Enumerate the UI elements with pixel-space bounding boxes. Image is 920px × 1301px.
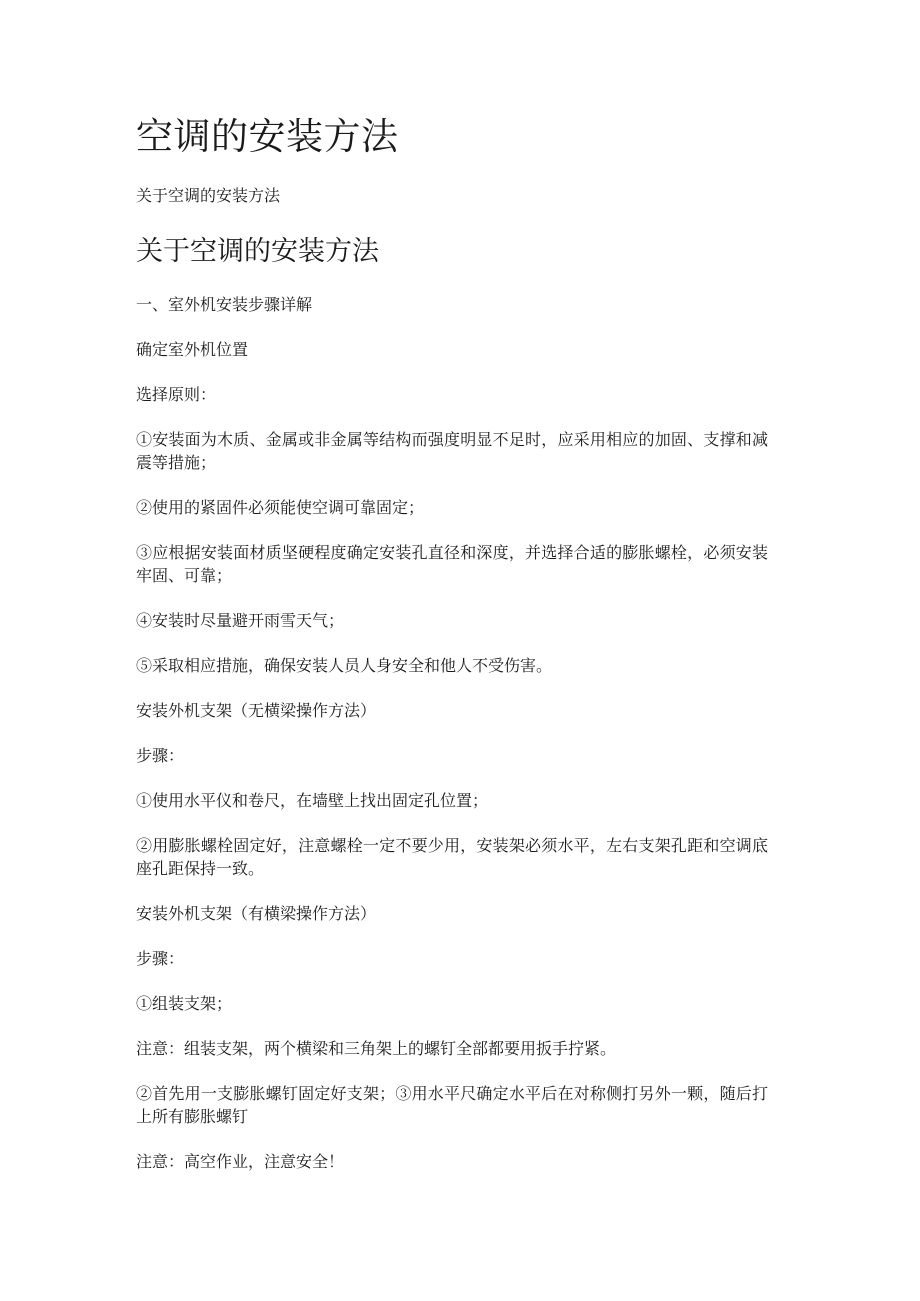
paragraph: 安装外机支架（有横梁操作方法） [136, 904, 377, 923]
section-heading: 关于空调的安装方法 [136, 236, 379, 267]
paragraph: ②用膨胀螺栓固定好，注意螺栓一定不要少用，安装架必须水平，左右支架孔距和空调底座孔距保持一致。 [136, 836, 768, 878]
paragraph: ①使用水平仪和卷尺，在墙壁上找出固定孔位置； [136, 791, 489, 810]
paragraph: 注意：高空作业，注意安全！ [136, 1152, 345, 1171]
paragraph: 确定室外机位置 [136, 340, 249, 359]
paragraph: ①组装支架； [136, 994, 233, 1013]
paragraph: 安装外机支架（无横梁操作方法） [136, 701, 377, 720]
paragraph: ②首先用一支膨胀螺钉固定好支架；③用水平尺确定水平后在对称侧打另外一颗，随后打上所有膨胀螺钉 [136, 1084, 768, 1126]
paragraph: 一、室外机安装步骤详解 [136, 295, 313, 314]
document-subtitle: 关于空调的安装方法 [136, 186, 281, 205]
document-title: 空调的安装方法 [136, 115, 399, 158]
paragraph: 步骤： [136, 746, 185, 765]
paragraph: 注意：组装支架，两个横梁和三角架上的螺钉全部都要用扳手拧紧。 [136, 1039, 617, 1058]
paragraph: ⑤采取相应措施，确保安装人员人身安全和他人不受伤害。 [136, 656, 553, 675]
document-page [136, 112, 768, 1195]
paragraph: 步骤： [136, 949, 185, 968]
paragraph: ①安装面为木质、金属或非金属等结构而强度明显不足时，应采用相应的加固、支撑和减震等措施； [136, 430, 768, 472]
paragraph: 选择原则： [136, 385, 217, 404]
paragraph: ②使用的紧固件必须能使空调可靠固定； [136, 498, 425, 517]
paragraph: ③应根据安装面材质坚硬程度确定安装孔直径和深度，并选择合适的膨胀螺栓，必须安装牢固、可靠； [136, 543, 768, 585]
paragraph: ④安装时尽量避开雨雪天气； [136, 611, 345, 630]
